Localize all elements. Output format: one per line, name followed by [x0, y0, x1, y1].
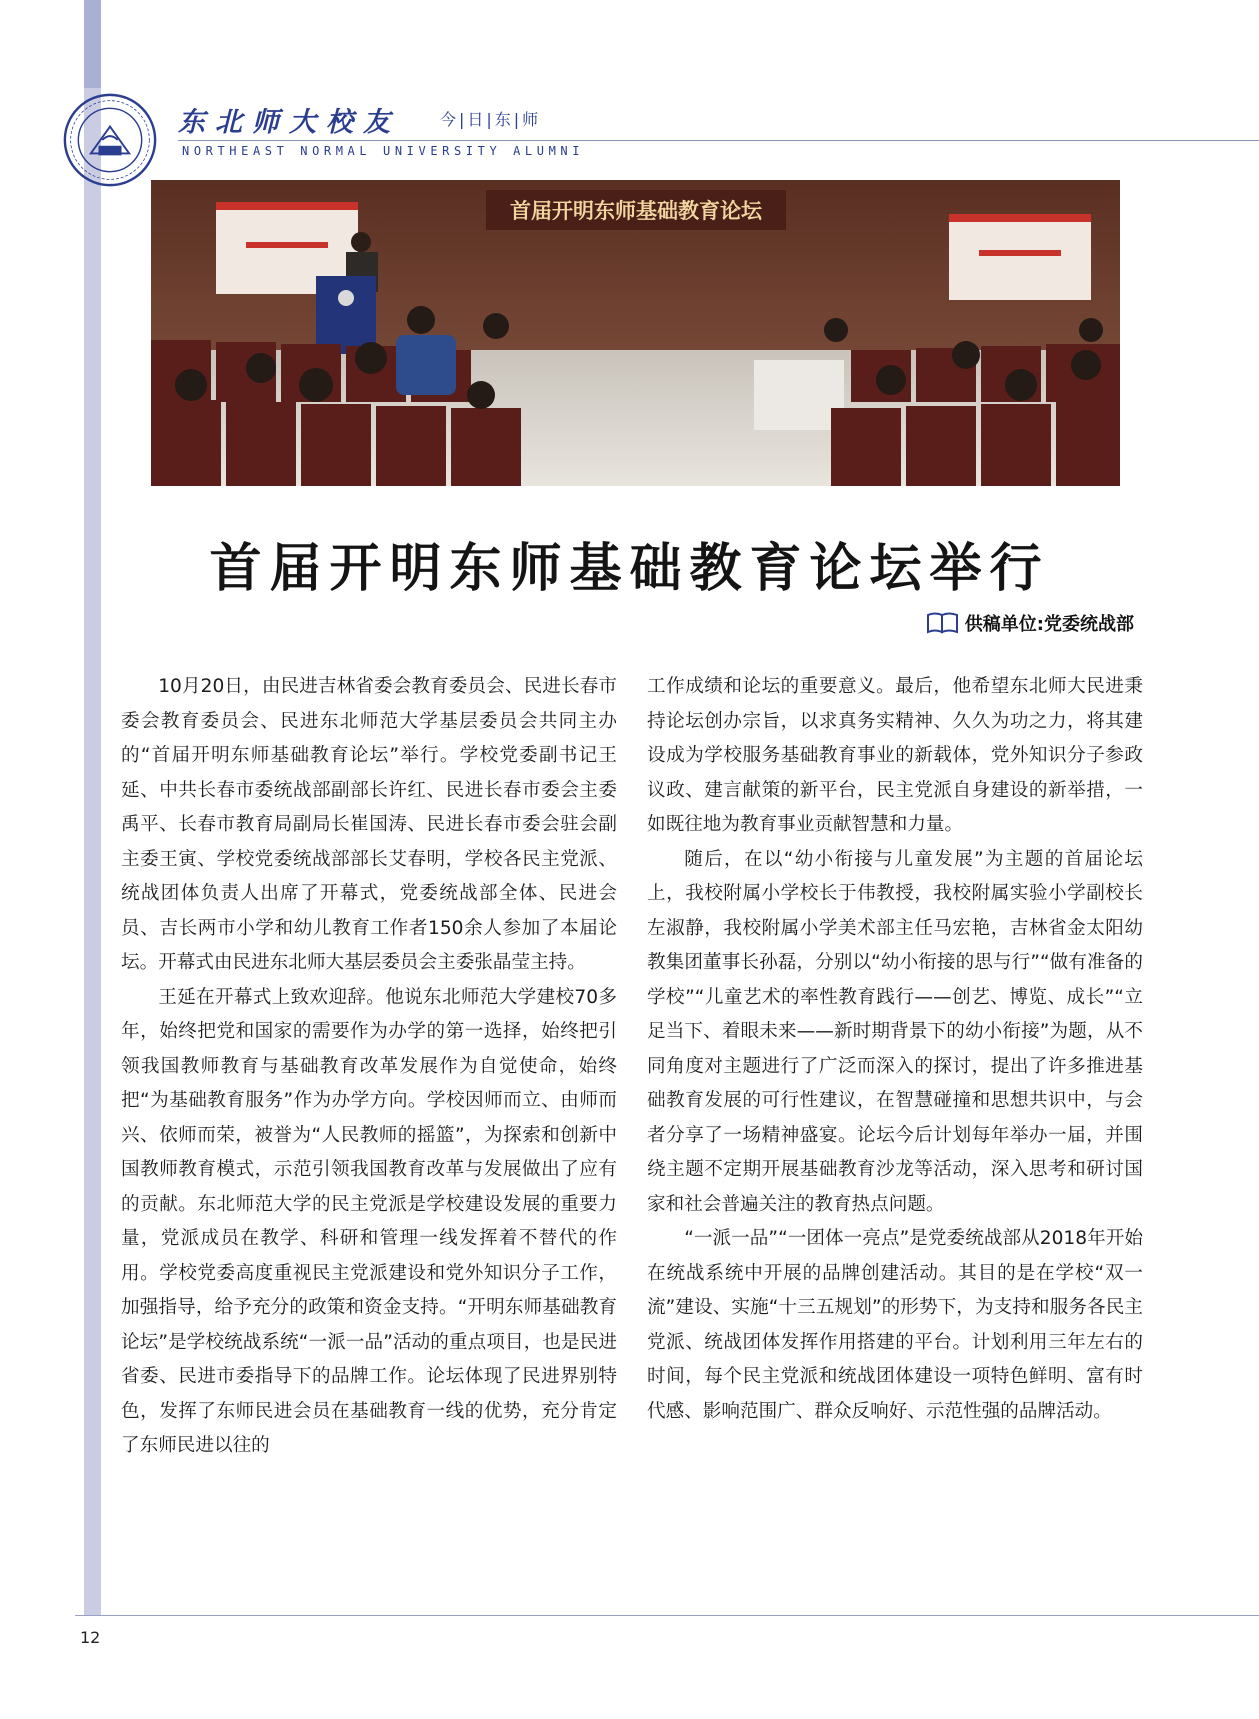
event-photo [151, 180, 1120, 486]
column-name: 今|日|东|师 [440, 110, 542, 129]
side-decoration-bar [84, 0, 101, 1615]
side-decoration-bar-top [84, 0, 101, 88]
article-column-right [647, 670, 1143, 1429]
magazine-title-english: NORTHEAST NORMAL UNIVERSITY ALUMNI [182, 144, 585, 158]
article-headline: 首届开明东师基础教育论坛举行 [209, 538, 1050, 599]
podium [316, 276, 376, 354]
paragraph: 王延在开幕式上致欢迎辞。他说东北师范大学建校70多年，始终把党和国家的需要作为办学的第一选择，始终把引领我国教师教育与基础教育改革发展作为自觉使命，始终把“为基础教育服务”作为办学方向。学校因师而立、由师而兴、依师而荣，被誉为“人民教师的摇篮”，为探索和创新中国教师教育模式，示范引领我国教育改革与发展做出了应有的贡献。东北师范大学的民主党派是学校建设发展的重要力量，党派成员在教学、科研和管理一线发挥着不替代的作用。学校党委高度重视民主党派建设和党外知识分子工作，加强指导，给予充分的政策和资金支持。“开明东师基础教育论坛”是学校统战系统“一派一品”活动的重点项目，也是民进省委、民进市委指导下的品牌工作。论坛体现了民进界别特色，发挥了东师民进会员在基础教育一线的优势，充分肯定了东师民进以往的 [121, 986, 617, 1456]
paragraph: “一派一品”“一团体一亮点”是党委统战部从2018年开始在统战系统中开展的品牌创建活动。其目的是在学校“双一流”建设、实施“十三五规划”的形势下，为支持和服务各民主党派、统战团体发挥作用搭建的平台。计划利用三年左右的时间，每个民主党派和统战团体建设一项特色鲜明、富有时代感、影响范围广、群众反响好、示范性强的品牌活动。 [647, 1228, 1143, 1422]
paragraph: 随后，在以“幼小衔接与儿童发展”为主题的首届论坛上，我校附属小学校长于伟教授，我校附属实验小学副校长左淑静，我校附属小学美术部主任马宏艳，吉林省金太阳幼教集团董事长孙磊，分别以“幼小衔接的思与行”“做有准备的学校”“儿童艺术的率性教育践行——创艺、博览、成长”“立足当下、着眼未来——新时期背景下的幼小衔接”为题，从不同角度对主题进行了广泛而深入的探讨，提出了许多推进基础教育发展的可行性建议，在智慧碰撞和思想共识中，与会者分享了一场精神盛宴。论坛今后计划每年举办一届，并围绕主题不定期开展基础教育沙龙等活动，深入思考和研讨国家和社会普遍关注的教育热点问题。 [647, 848, 1143, 1215]
footer-divider [75, 1615, 1259, 1616]
right-projection-screen [949, 214, 1091, 300]
photo-banner-text: 首届开明东师基础教育论坛 [510, 198, 762, 223]
masthead-divider [178, 140, 1259, 141]
byline [926, 610, 1134, 636]
article-column-left [121, 670, 617, 1464]
byline-text: 供稿单位:党委统战部 [964, 614, 1134, 635]
paragraph: 10月20日，由民进吉林省委会教育委员会、民进长春市委会教育委员会、民进东北师范大学基层委员会共同主办的“首届开明东师基础教育论坛”举行。学校党委副书记王延、中共长春市委统战部副部长许红、民进长春市委会主委禹平、长春市教育局副局长崔国涛、民进长春市委会驻会副主委王寅、学校党委统战部部长艾春明，学校各民主党派、统战团体负责人出席了开幕式，党委统战部全体、民进会员、吉长两市小学和幼儿教育工作者150余人参加了本届论坛。开幕式由民进东北师大基层委员会主委张晶莹主持。 [121, 676, 617, 973]
page-number: 12 [80, 1628, 101, 1647]
paragraph-continuation: 工作成绩和论坛的重要意义。最后，他希望东北师大民进秉持论坛创办宗旨，以求真务实精神、久久为功之力，将其建设成为学校服务基础教育事业的新载体，党外知识分子参政议政、建言献策的新平台，民主党派自身建设的新举措，一如既往地为教育事业贡献智慧和力量。 [647, 676, 1143, 835]
book-icon [926, 612, 959, 634]
magazine-title: 东北师大校友 [178, 107, 400, 138]
university-seal-logo [62, 92, 158, 188]
